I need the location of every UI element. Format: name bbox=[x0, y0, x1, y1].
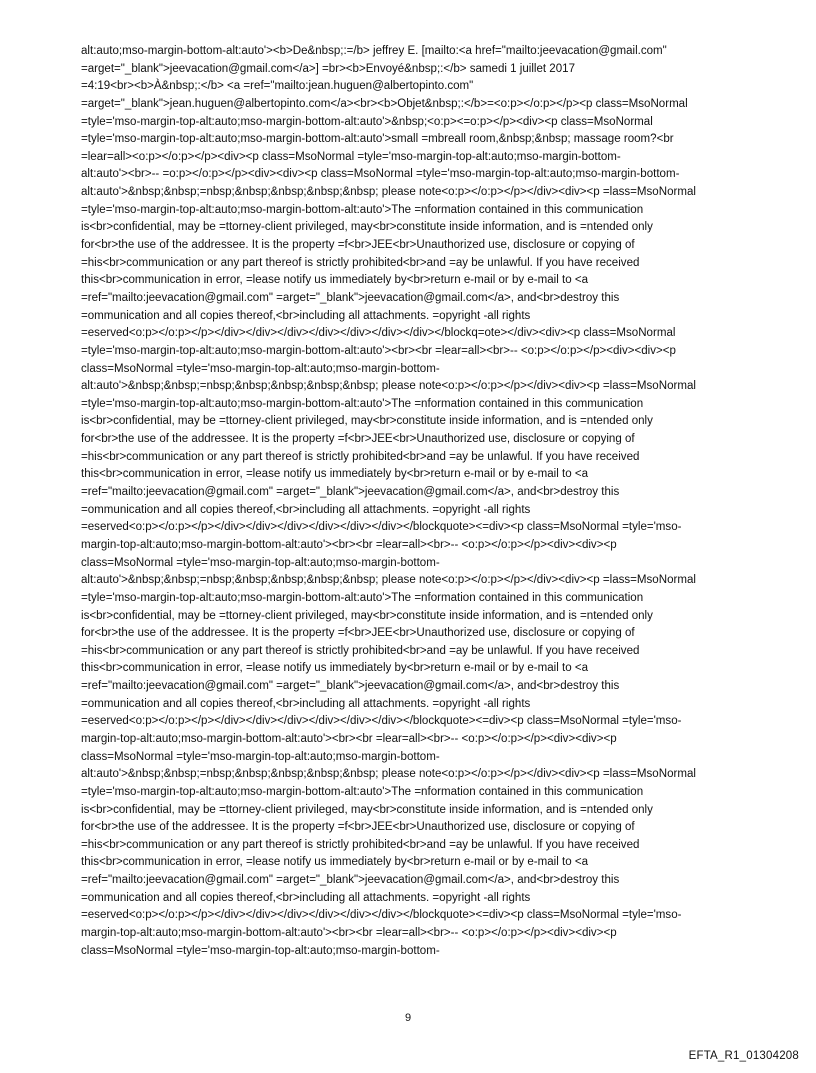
text-line: is<br>confidential, may be =ttorney-client privileged, may<br>constitute inside information, and is =ntended only bbox=[81, 221, 653, 234]
text-line: for<br>the use of the addressee. It is the property =f<br>JEE<br>Unauthorized use, disclosure or copying of bbox=[81, 627, 635, 640]
text-line: =ref="mailto:jeevacation@gmail.com" =arget="_blank">jeevacation@gmail.com</a>, and<br>destroy this bbox=[81, 874, 620, 887]
text-line: alt:auto'>&nbsp;&nbsp;=nbsp;&nbsp;&nbsp;&nbsp;&nbsp; please note<o:p></o:p></p></div><div><p =lass=MsoNormal bbox=[81, 768, 696, 781]
text-line: =ommunication and all copies thereof,<br>including all attachments. =opyright -all rights bbox=[81, 891, 531, 904]
text-line: is<br>confidential, may be =ttorney-client privileged, may<br>constitute inside information, and is =ntended only bbox=[81, 803, 653, 816]
text-line: =his<br>communication or any part thereof is strictly prohibited<br>and =ay be unlawful. If you have received bbox=[81, 256, 640, 269]
text-line: margin-top-alt:auto;mso-margin-bottom-alt:auto'><br><br =lear=all><br>-- <o:p></o:p></p><div><div><p bbox=[81, 927, 617, 940]
text-line: is<br>confidential, may be =ttorney-client privileged, may<br>constitute inside information, and is =ntended only bbox=[81, 609, 653, 622]
text-line: for<br>the use of the addressee. It is the property =f<br>JEE<br>Unauthorized use, disclosure or copying of bbox=[81, 821, 635, 834]
text-line: class=MsoNormal =tyle='mso-margin-top-alt:auto;mso-margin-bottom- bbox=[81, 362, 440, 375]
text-line: =his<br>communication or any part thereof is strictly prohibited<br>and =ay be unlawful. If you have received bbox=[81, 644, 640, 657]
text-line: for<br>the use of the addressee. It is the property =f<br>JEE<br>Unauthorized use, disclosure or copying of bbox=[81, 239, 635, 252]
text-line: =ommunication and all copies thereof,<br>including all attachments. =opyright -all rights bbox=[81, 309, 531, 322]
text-line: =eserved<o:p></o:p></p></div></div></div></div></div></div></blockquote><=div><p class=MsoNormal =tyle='mso- bbox=[81, 715, 682, 728]
text-line: this<br>communication in error, =lease notify us immediately by<br>return e-mail or by e-mail to <a bbox=[81, 274, 589, 287]
text-line: alt:auto'>&nbsp;&nbsp;=nbsp;&nbsp;&nbsp;&nbsp;&nbsp; please note<o:p></o:p></p></div><div><p =lass=MsoNormal bbox=[81, 380, 696, 393]
text-line: =tyle='mso-margin-top-alt:auto;mso-margin-bottom-alt:auto'>The =nformation contained in this communication bbox=[81, 785, 644, 798]
text-line: =ref="mailto:jeevacation@gmail.com" =arget="_blank">jeevacation@gmail.com</a>, and<br>destroy this bbox=[81, 486, 620, 499]
text-line: class=MsoNormal =tyle='mso-margin-top-alt:auto;mso-margin-bottom- bbox=[81, 556, 440, 569]
text-line: =lear=all><o:p></o:p></p><div><p class=MsoNormal =tyle='mso-margin-top-alt:auto;mso-margin-bottom- bbox=[81, 150, 621, 163]
text-line: alt:auto;mso-margin-bottom-alt:auto'><b>De&nbsp;:=/b> jeffrey E. [mailto:<a href="mailto:jeevacation@gmail.com" bbox=[81, 45, 667, 57]
text-line: =arget="_blank">jeevacation@gmail.com</a>] =br><b>Envoyé&nbsp;:</b> samedi 1 juillet 2017 bbox=[81, 62, 575, 75]
text-line: class=MsoNormal =tyle='mso-margin-top-alt:auto;mso-margin-bottom- bbox=[81, 750, 440, 763]
text-line: =ref="mailto:jeevacation@gmail.com" =arget="_blank">jeevacation@gmail.com</a>, and<br>destroy this bbox=[81, 291, 620, 304]
text-line: alt:auto'>&nbsp;&nbsp;=nbsp;&nbsp;&nbsp;&nbsp;&nbsp; please note<o:p></o:p></p></div><div><p =lass=MsoNormal bbox=[81, 574, 696, 587]
text-line: =ref="mailto:jeevacation@gmail.com" =arget="_blank">jeevacation@gmail.com</a>, and<br>destroy this bbox=[81, 680, 620, 693]
text-line: =tyle='mso-margin-top-alt:auto;mso-margin-bottom-alt:auto'><br><br =lear=all><br>-- <o:p></o:p></p><div><div><p bbox=[81, 344, 676, 357]
text-line: margin-top-alt:auto;mso-margin-bottom-alt:auto'><br><br =lear=all><br>-- <o:p></o:p></p><div><div><p bbox=[81, 538, 617, 551]
text-line: for<br>the use of the addressee. It is the property =f<br>JEE<br>Unauthorized use, disclosure or copying of bbox=[81, 433, 635, 446]
text-line: alt:auto'>&nbsp;&nbsp;=nbsp;&nbsp;&nbsp;&nbsp;&nbsp; please note<o:p></o:p></p></div><div><p =lass=MsoNormal bbox=[81, 186, 696, 199]
text-line: =ommunication and all copies thereof,<br>including all attachments. =opyright -all rights bbox=[81, 697, 531, 710]
text-line: this<br>communication in error, =lease notify us immediately by<br>return e-mail or by e-mail to <a bbox=[81, 662, 589, 675]
text-line: =tyle='mso-margin-top-alt:auto;mso-margin-bottom-alt:auto'>&nbsp;<o:p><=o:p></p><div><p class=MsoNormal bbox=[81, 115, 653, 128]
text-line: =his<br>communication or any part thereof is strictly prohibited<br>and =ay be unlawful. If you have received bbox=[81, 450, 640, 463]
text-line: =ommunication and all copies thereof,<br>including all attachments. =opyright -all rights bbox=[81, 503, 531, 516]
text-line: =tyle='mso-margin-top-alt:auto;mso-margin-bottom-alt:auto'>The =nformation contained in this communication bbox=[81, 203, 644, 216]
page-number: 9 bbox=[404, 1012, 412, 1024]
text-line: =eserved<o:p></o:p></p></div></div></div></div></div></div></div></blockq=ote></div><div><p class=MsoNormal bbox=[81, 327, 676, 340]
text-line: is<br>confidential, may be =ttorney-client privileged, may<br>constitute inside information, and is =ntended only bbox=[81, 415, 653, 428]
text-line: =4:19<br><b>À&nbsp;:</b> <a =ref="mailto:jean.huguen@albertopinto.com" bbox=[81, 80, 474, 93]
text-line: =arget="_blank">jean.huguen@albertopinto.com</a><br><b>Objet&nbsp;:</b>=<o:p></o:p></p><p class=MsoNormal bbox=[81, 97, 688, 110]
text-line: alt:auto'><br>-- =o:p></o:p></p><div><div><p class=MsoNormal =tyle='mso-margin-top-alt:auto;mso-margin-bottom- bbox=[81, 168, 680, 181]
text-line: =tyle='mso-margin-top-alt:auto;mso-margin-bottom-alt:auto'>The =nformation contained in this communication bbox=[81, 591, 644, 604]
text-line: this<br>communication in error, =lease notify us immediately by<br>return e-mail or by e-mail to <a bbox=[81, 856, 589, 869]
text-line: =tyle='mso-margin-top-alt:auto;mso-margin-bottom-alt:auto'>small =mbreall room,&nbsp;&nbsp; massage room?<br bbox=[81, 133, 674, 146]
bates-number: EFTA_R1_01304208 bbox=[688, 1050, 799, 1062]
text-line: =tyle='mso-margin-top-alt:auto;mso-margin-bottom-alt:auto'>The =nformation contained in this communication bbox=[81, 397, 644, 410]
text-line: =his<br>communication or any part thereof is strictly prohibited<br>and =ay be unlawful. If you have received bbox=[81, 838, 640, 851]
text-line: class=MsoNormal =tyle='mso-margin-top-alt:auto;mso-margin-bottom- bbox=[81, 944, 440, 957]
text-line: =eserved<o:p></o:p></p></div></div></div></div></div></div></blockquote><=div><p class=MsoNormal =tyle='mso- bbox=[81, 521, 682, 534]
text-line: margin-top-alt:auto;mso-margin-bottom-alt:auto'><br><br =lear=all><br>-- <o:p></o:p></p><div><div><p bbox=[81, 732, 617, 745]
email-source-text bbox=[81, 43, 781, 960]
text-line: =eserved<o:p></o:p></p></div></div></div></div></div></div></blockquote><=div><p class=MsoNormal =tyle='mso- bbox=[81, 909, 682, 922]
text-line: this<br>communication in error, =lease notify us immediately by<br>return e-mail or by e-mail to <a bbox=[81, 468, 589, 481]
